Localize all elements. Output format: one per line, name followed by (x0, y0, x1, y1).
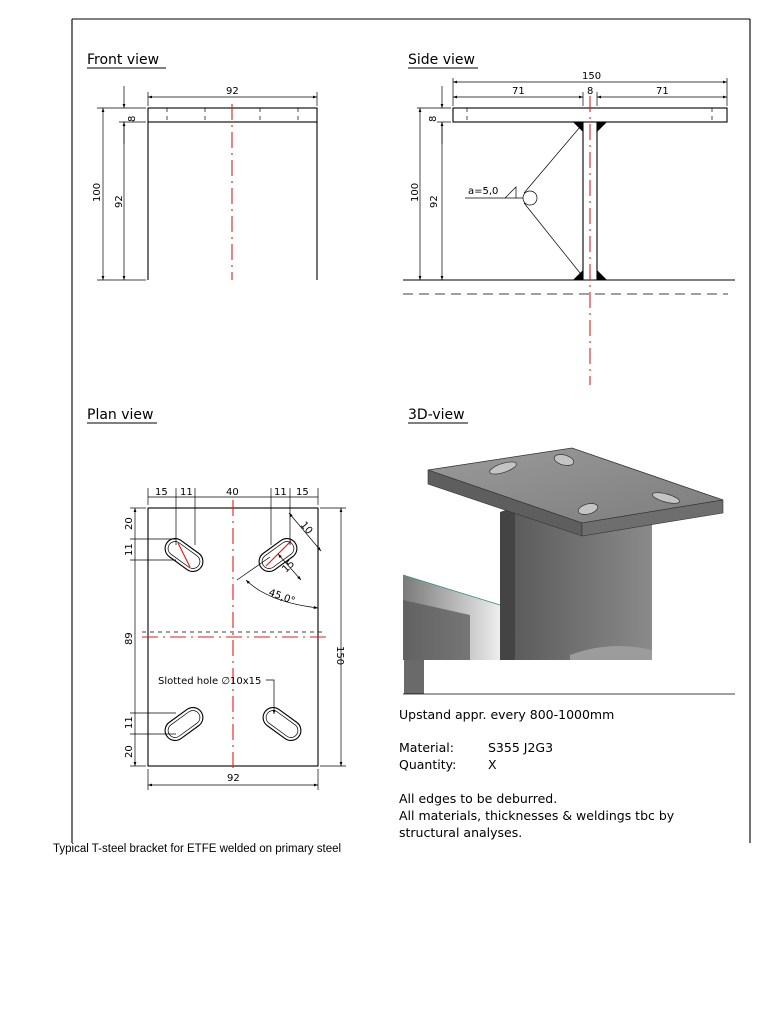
slot-top-right (255, 535, 301, 576)
plan-view-title: Plan view (87, 407, 154, 423)
side-dim-web: 8 (587, 86, 594, 97)
note-materials-line2: structural analyses. (399, 825, 523, 840)
side-dim-total-height: 100 (410, 182, 421, 202)
slot-top-left (161, 535, 207, 576)
plan-dim-10: 10 (297, 519, 315, 537)
side-dim-left: 71 (512, 86, 525, 97)
note-quantity-value: X (488, 757, 497, 772)
weld-label: a=5,0 (468, 186, 499, 197)
note-materials-line1: All materials, thicknesses & weldings tbc by (399, 808, 675, 823)
front-dim-plate: 8 (127, 115, 138, 122)
slot-bottom-left (161, 704, 207, 745)
iso-view (403, 448, 736, 694)
figure-caption: Typical T-steel bracket for ETFE welded on primary steel (53, 843, 342, 855)
side-dim-right: 71 (656, 86, 669, 97)
plan-dim-angle: 45,0° (266, 587, 297, 608)
note-material-label: Material: (399, 740, 454, 755)
plan-dim-89: 89 (124, 632, 135, 645)
plan-dim-20b: 20 (124, 745, 135, 758)
side-dim-plate: 8 (428, 115, 439, 122)
plan-view (124, 487, 346, 790)
front-dim-total-height: 100 (92, 182, 103, 202)
plan-dim-15a: 15 (155, 487, 168, 498)
front-dim-width: 92 (226, 86, 239, 97)
iso-view-title: 3D-view (408, 407, 465, 423)
side-view-title: Side view (408, 52, 475, 68)
plan-dim-40: 40 (226, 487, 239, 498)
plan-dim-92: 92 (227, 773, 240, 784)
front-view-title: Front view (87, 52, 160, 68)
note-upstand: Upstand appr. every 800-1000mm (399, 707, 615, 722)
slot-label: Slotted hole ∅10x15 (158, 676, 262, 687)
plan-dim-15: 15 (280, 558, 298, 576)
front-view (92, 86, 317, 280)
plan-dim-11b: 11 (274, 487, 287, 498)
plan-dim-150: 150 (334, 646, 345, 666)
plan-dim-15b: 15 (296, 487, 309, 498)
plan-dim-11c: 11 (124, 543, 135, 556)
note-material-value: S355 J2G3 (488, 740, 554, 755)
slot-bottom-right (259, 704, 305, 745)
plan-dim-11d: 11 (124, 716, 135, 729)
notes (399, 707, 675, 840)
note-quantity-label: Quantity: (399, 757, 457, 772)
side-dim-web-height: 92 (429, 195, 440, 208)
plan-dim-20a: 20 (124, 517, 135, 530)
note-edges: All edges to be deburred. (399, 791, 558, 806)
side-view (403, 71, 735, 385)
front-dim-web-height: 92 (114, 195, 125, 208)
side-dim-total: 150 (582, 71, 602, 82)
plan-dim-11a: 11 (180, 487, 193, 498)
